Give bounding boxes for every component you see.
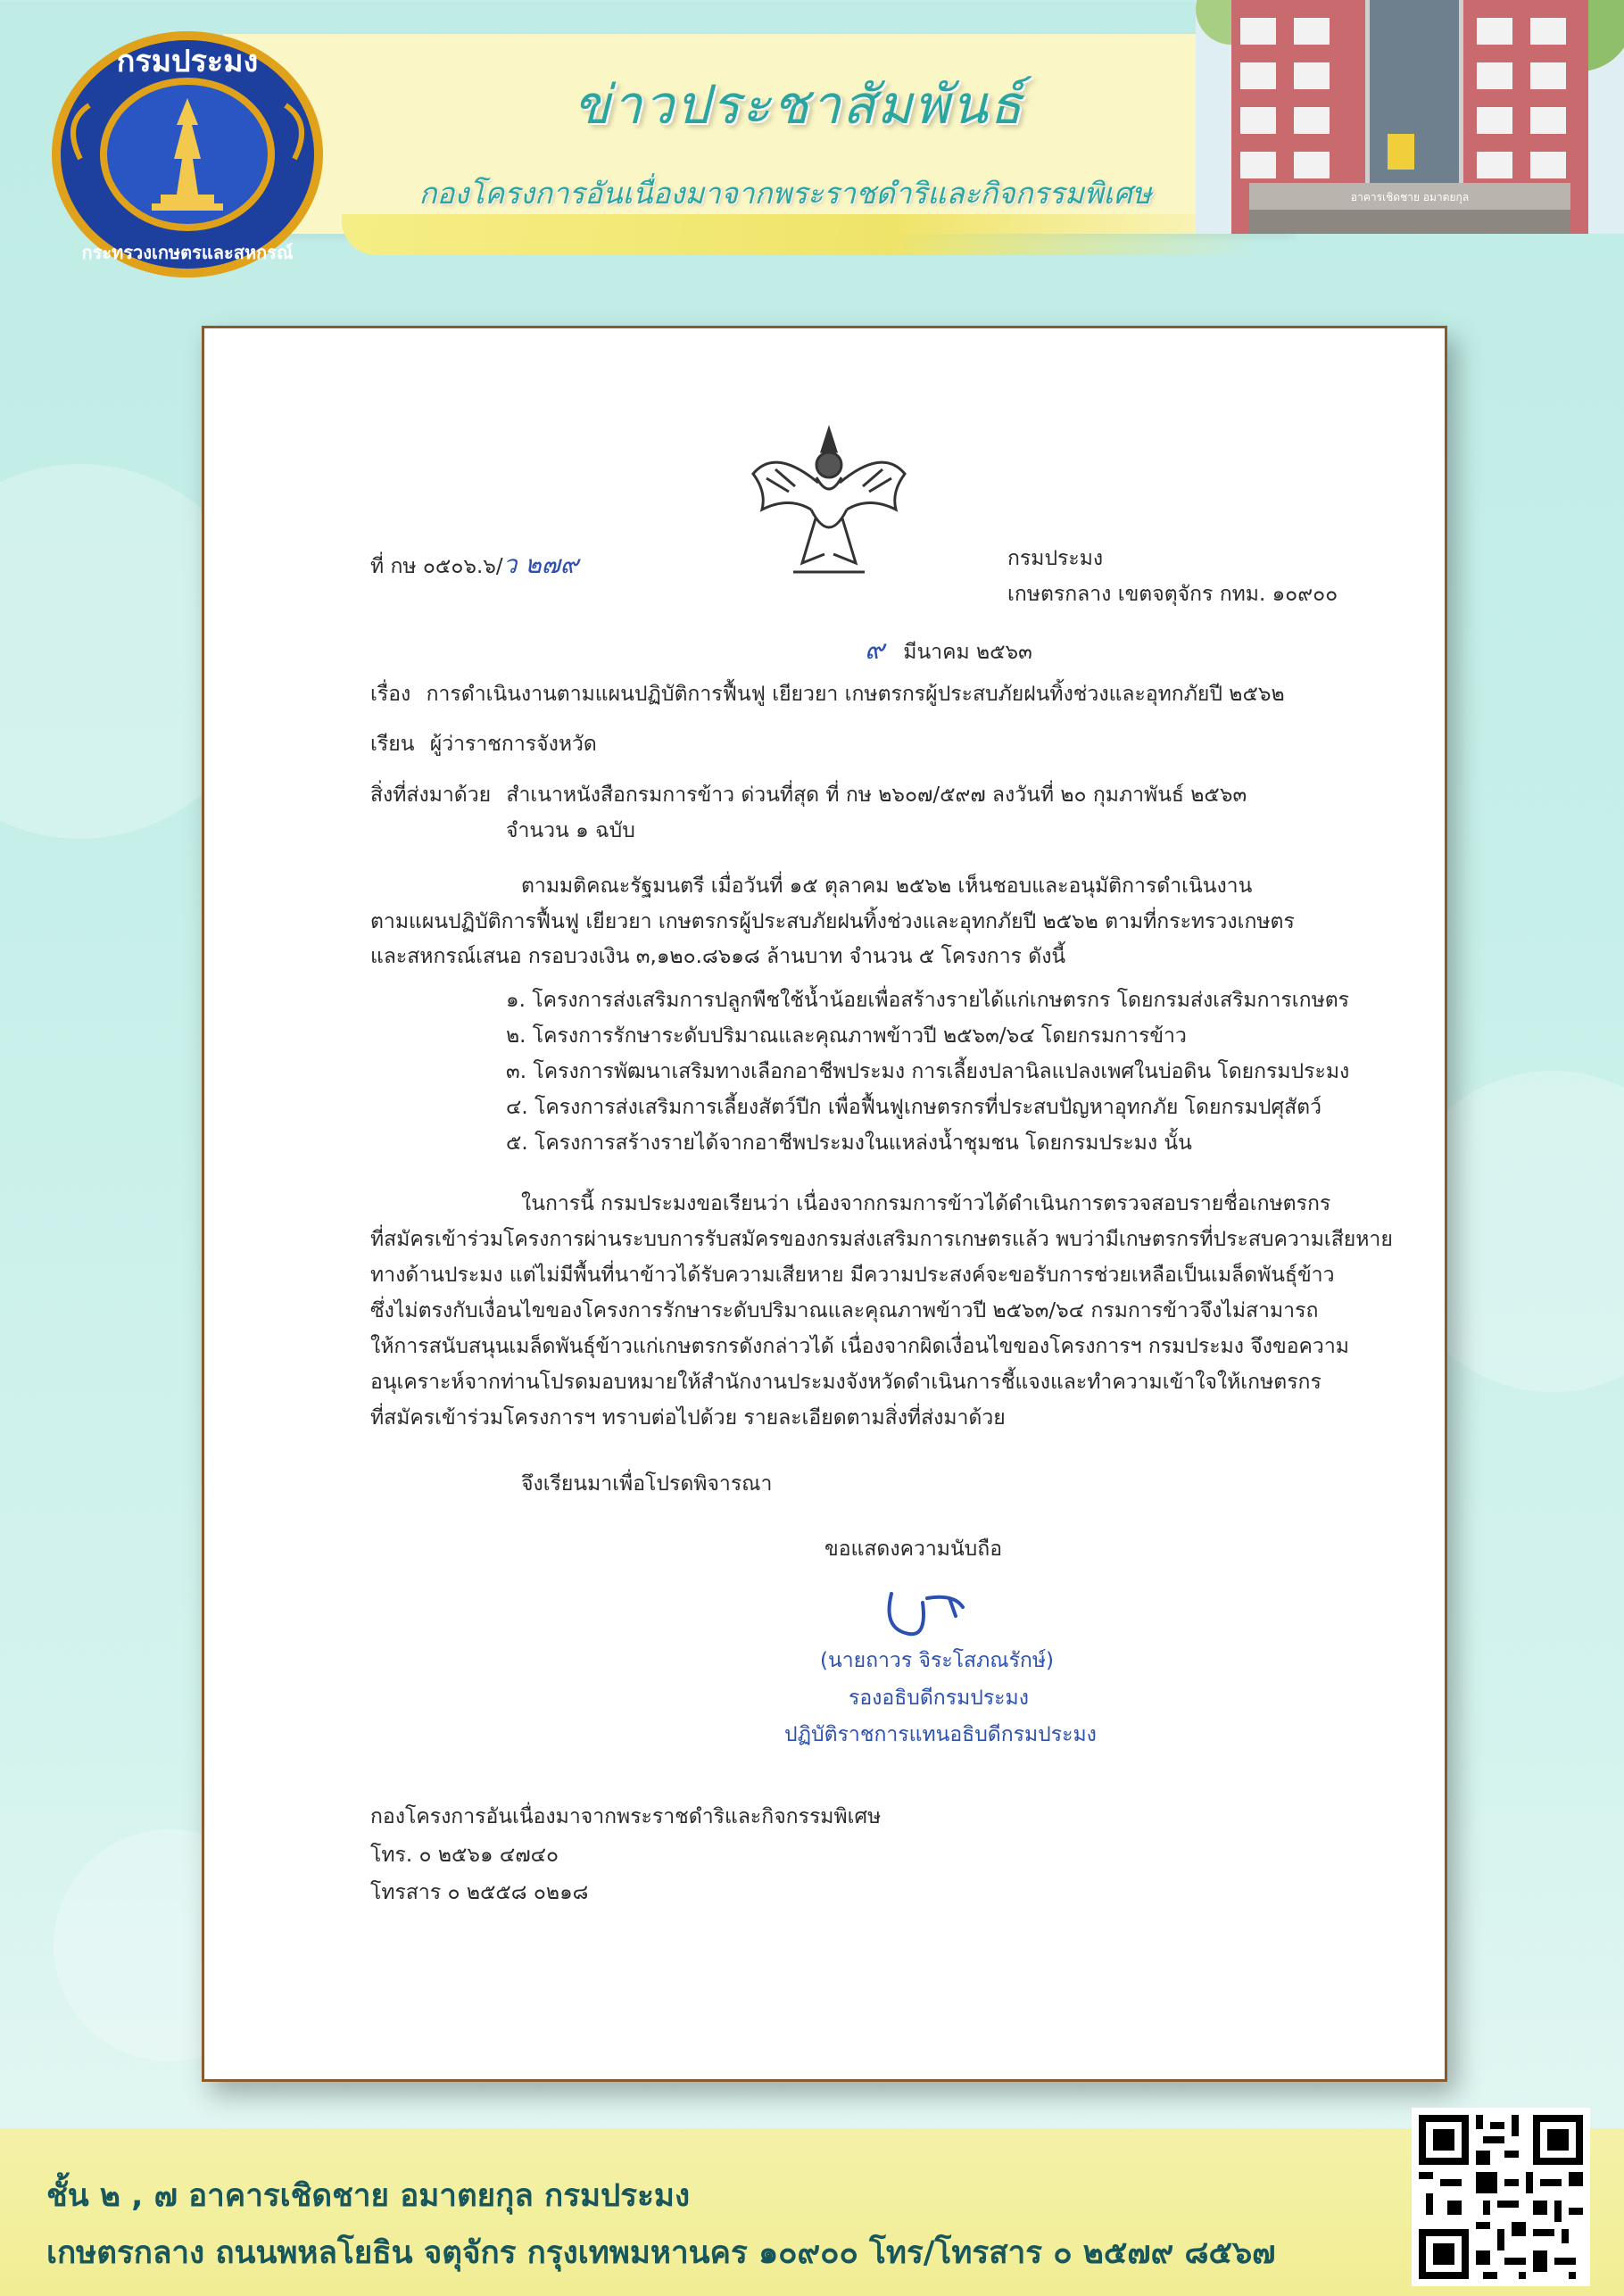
reference-prefix: ที่ กษ ๐๕๐๖.๖/ xyxy=(370,555,503,578)
paragraph-2-line: ในการนี้ กรมประมงขอเรียนว่า เนื่องจากกรมการข้าวได้ดำเนินการตรวจสอบรายชื่อเกษตรกร xyxy=(521,1192,1331,1215)
header-subtitle: กองโครงการอันเนื่องมาจากพระราชดำริและกิจกรรมพิเศษ xyxy=(418,176,1152,211)
division-tel: โทร. ๐ ๒๕๖๑ ๔๗๔๐ xyxy=(370,1844,559,1867)
project-item: ๒. โครงการรักษาระดับปริมาณและคุณภาพข้าวปี ๒๕๖๓/๖๔ โดยกรมการข้าว xyxy=(506,1024,1187,1048)
letter-document xyxy=(202,326,1447,2082)
paragraph-1-line-1: ตามมติคณะรัฐมนตรี เมื่อวันที่ ๑๕ ตุลาคม ๒๕๖๒ เห็นชอบและอนุมัติการดำเนินงาน xyxy=(521,874,1253,898)
building-sign: อาคารเชิดชาย อมาตยกุล xyxy=(1350,191,1470,203)
paragraph-1-line-3: และสหกรณ์เสนอ กรอบวงเงิน ๓,๑๒๐.๘๖๑๘ ล้านบาท จำนวน ๕ โครงการ ดังนี้ xyxy=(370,945,1066,968)
enclosure-line xyxy=(370,779,1247,811)
paragraph-2-line: ที่สมัครเข้าร่วมโครงการผ่านระบบการรับสมัครของกรมส่งเสริมการเกษตรแล้ว พบว่ามีเกษตรกรที่ประสบความเสียหาย xyxy=(370,1228,1393,1251)
signer-role: ปฏิบัติราชการแทนอธิบดีกรมประมง xyxy=(784,1723,1097,1746)
department-logo xyxy=(45,25,330,284)
footer-address-line-2: เกษตรกลาง ถนนพหลโยธิน จตุจักร กรุงเทพมหานคร ๑๐๙๐๐ โทร/โทรสาร ๐ ๒๕๗๙ ๘๕๖๗ xyxy=(46,2235,1276,2271)
enclosure-text: สำเนาหนังสือกรมการข้าว ด่วนที่สุด ที่ กษ ๒๖๐๗/๕๙๗ ลงวันที่ ๒๐ กุมภาพันธ์ ๒๕๖๓ xyxy=(506,783,1247,807)
recipient-text: ผู้ว่าราชการจังหวัด xyxy=(429,733,597,756)
signer-name: (นายถาวร จิระโสภณรักษ์) xyxy=(820,1649,1054,1672)
division-name: กองโครงการอันเนื่องมาจากพระราชดำริและกิจกรรมพิเศษ xyxy=(370,1805,882,1828)
letter-date xyxy=(865,629,1032,671)
reference-handwritten: ว ๒๗๙ xyxy=(502,550,579,579)
agency-name: กรมประมง xyxy=(1007,547,1104,570)
signer-title: รองอธิบดีกรมประมง xyxy=(849,1687,1029,1710)
paragraph-2-line: ทางด้านประมง แต่ไม่มีพื้นที่นาข้าวได้รับความเสียหาย มีความประสงค์จะขอรับการช่วยเหลือเป็นเมล็ดพันธุ์ข้าว xyxy=(370,1264,1335,1287)
regards: ขอแสดงความนับถือ xyxy=(824,1538,1003,1561)
garuda-emblem xyxy=(740,411,918,590)
closing-phrase: จึงเรียนมาเพื่อโปรดพิจารณา xyxy=(521,1472,773,1496)
recipient-line xyxy=(370,728,597,760)
project-item: ๔. โครงการส่งเสริมการเลี้ยงสัตว์ปีก เพื่อฟื้นฟูเกษตรกรที่ประสบปัญหาอุทกภัย โดยกรมปศุสัตว์ xyxy=(506,1096,1322,1119)
building-photo xyxy=(1196,0,1624,234)
qr-code[interactable] xyxy=(1412,2108,1590,2286)
paragraph-1-line-2: ตามแผนปฏิบัติการฟื้นฟู เยียวยา เกษตรกรผู้ประสบภัยฝนทิ้งช่วงและอุทกภัยปี ๒๕๖๒ ตามที่กระทรวงเกษตร xyxy=(370,910,1295,933)
header-swoosh xyxy=(336,214,1261,255)
paragraph-2-line: อนุเคราะห์จากท่านโปรดมอบหมายให้สำนักงานประมงจังหวัดดำเนินการชี้แจงและทำความเข้าใจให้เกษตรกร xyxy=(370,1371,1322,1394)
reference-number xyxy=(370,545,578,584)
recipient-label: เรียน xyxy=(370,733,415,756)
footer-address-line-1: ชั้น ๒ , ๗ อาคารเชิดชาย อมาตยกุล กรมประมง xyxy=(46,2178,691,2214)
enclosure-count: จำนวน ๑ ฉบับ xyxy=(506,819,635,842)
division-fax: โทรสาร ๐ ๒๕๕๘ ๐๒๑๘ xyxy=(370,1881,589,1904)
date-day-handwritten: ๙ xyxy=(865,634,884,666)
enclosure-label: สิ่งที่ส่งมาด้วย xyxy=(370,783,492,807)
date-month-year: มีนาคม ๒๕๖๓ xyxy=(903,641,1032,664)
paragraph-2-line: ให้การสนับสนุนเมล็ดพันธุ์ข้าวแก่เกษตรกรดังกล่าวได้ เนื่องจากผิดเงื่อนไขของโครงการฯ กรมประมง จึงขอความ xyxy=(370,1335,1349,1358)
project-item: ๓. โครงการพัฒนาเสริมทางเลือกอาชีพประมง การเลี้ยงปลานิลแปลงเพศในบ่อดิน โดยกรมประมง xyxy=(506,1060,1350,1083)
logo-text-bottom: กระทรวงเกษตรและสหกรณ์ xyxy=(81,242,294,263)
signature xyxy=(874,1585,981,1647)
header-title: ข่าวประชาสัมพันธ์ xyxy=(573,74,1024,137)
paragraph-2-line: ซึ่งไม่ตรงกับเงื่อนไขของโครงการรักษาระดับปริมาณและคุณภาพข้าวปี ๒๕๖๓/๖๔ กรมการข้าวจึงไม่สามารถ xyxy=(370,1299,1319,1322)
subject-label: เรื่อง xyxy=(370,683,411,706)
paragraph-2-line: ที่สมัครเข้าร่วมโครงการฯ ทราบต่อไปด้วย รายละเอียดตามสิ่งที่ส่งมาด้วย xyxy=(370,1406,1006,1430)
logo-text-top: กรมประมง xyxy=(116,44,259,79)
agency-address: เกษตรกลาง เขตจตุจักร กทม. ๑๐๙๐๐ xyxy=(1007,583,1338,606)
footer-band xyxy=(0,2128,1624,2296)
subject-text: การดำเนินงานตามแผนปฏิบัติการฟื้นฟู เยียวยา เกษตรกรผู้ประสบภัยฝนทิ้งช่วงและอุทกภัยปี ๒๕๖๒ xyxy=(426,683,1285,706)
project-item: ๕. โครงการสร้างรายได้จากอาชีพประมงในแหล่งน้ำชุมชน โดยกรมประมง นั้น xyxy=(506,1131,1192,1155)
subject-line xyxy=(370,678,1285,710)
project-item: ๑. โครงการส่งเสริมการปลูกพืชใช้น้ำน้อยเพื่อสร้างรายได้แก่เกษตรกร โดยกรมส่งเสริมการเกษตร xyxy=(506,989,1350,1012)
